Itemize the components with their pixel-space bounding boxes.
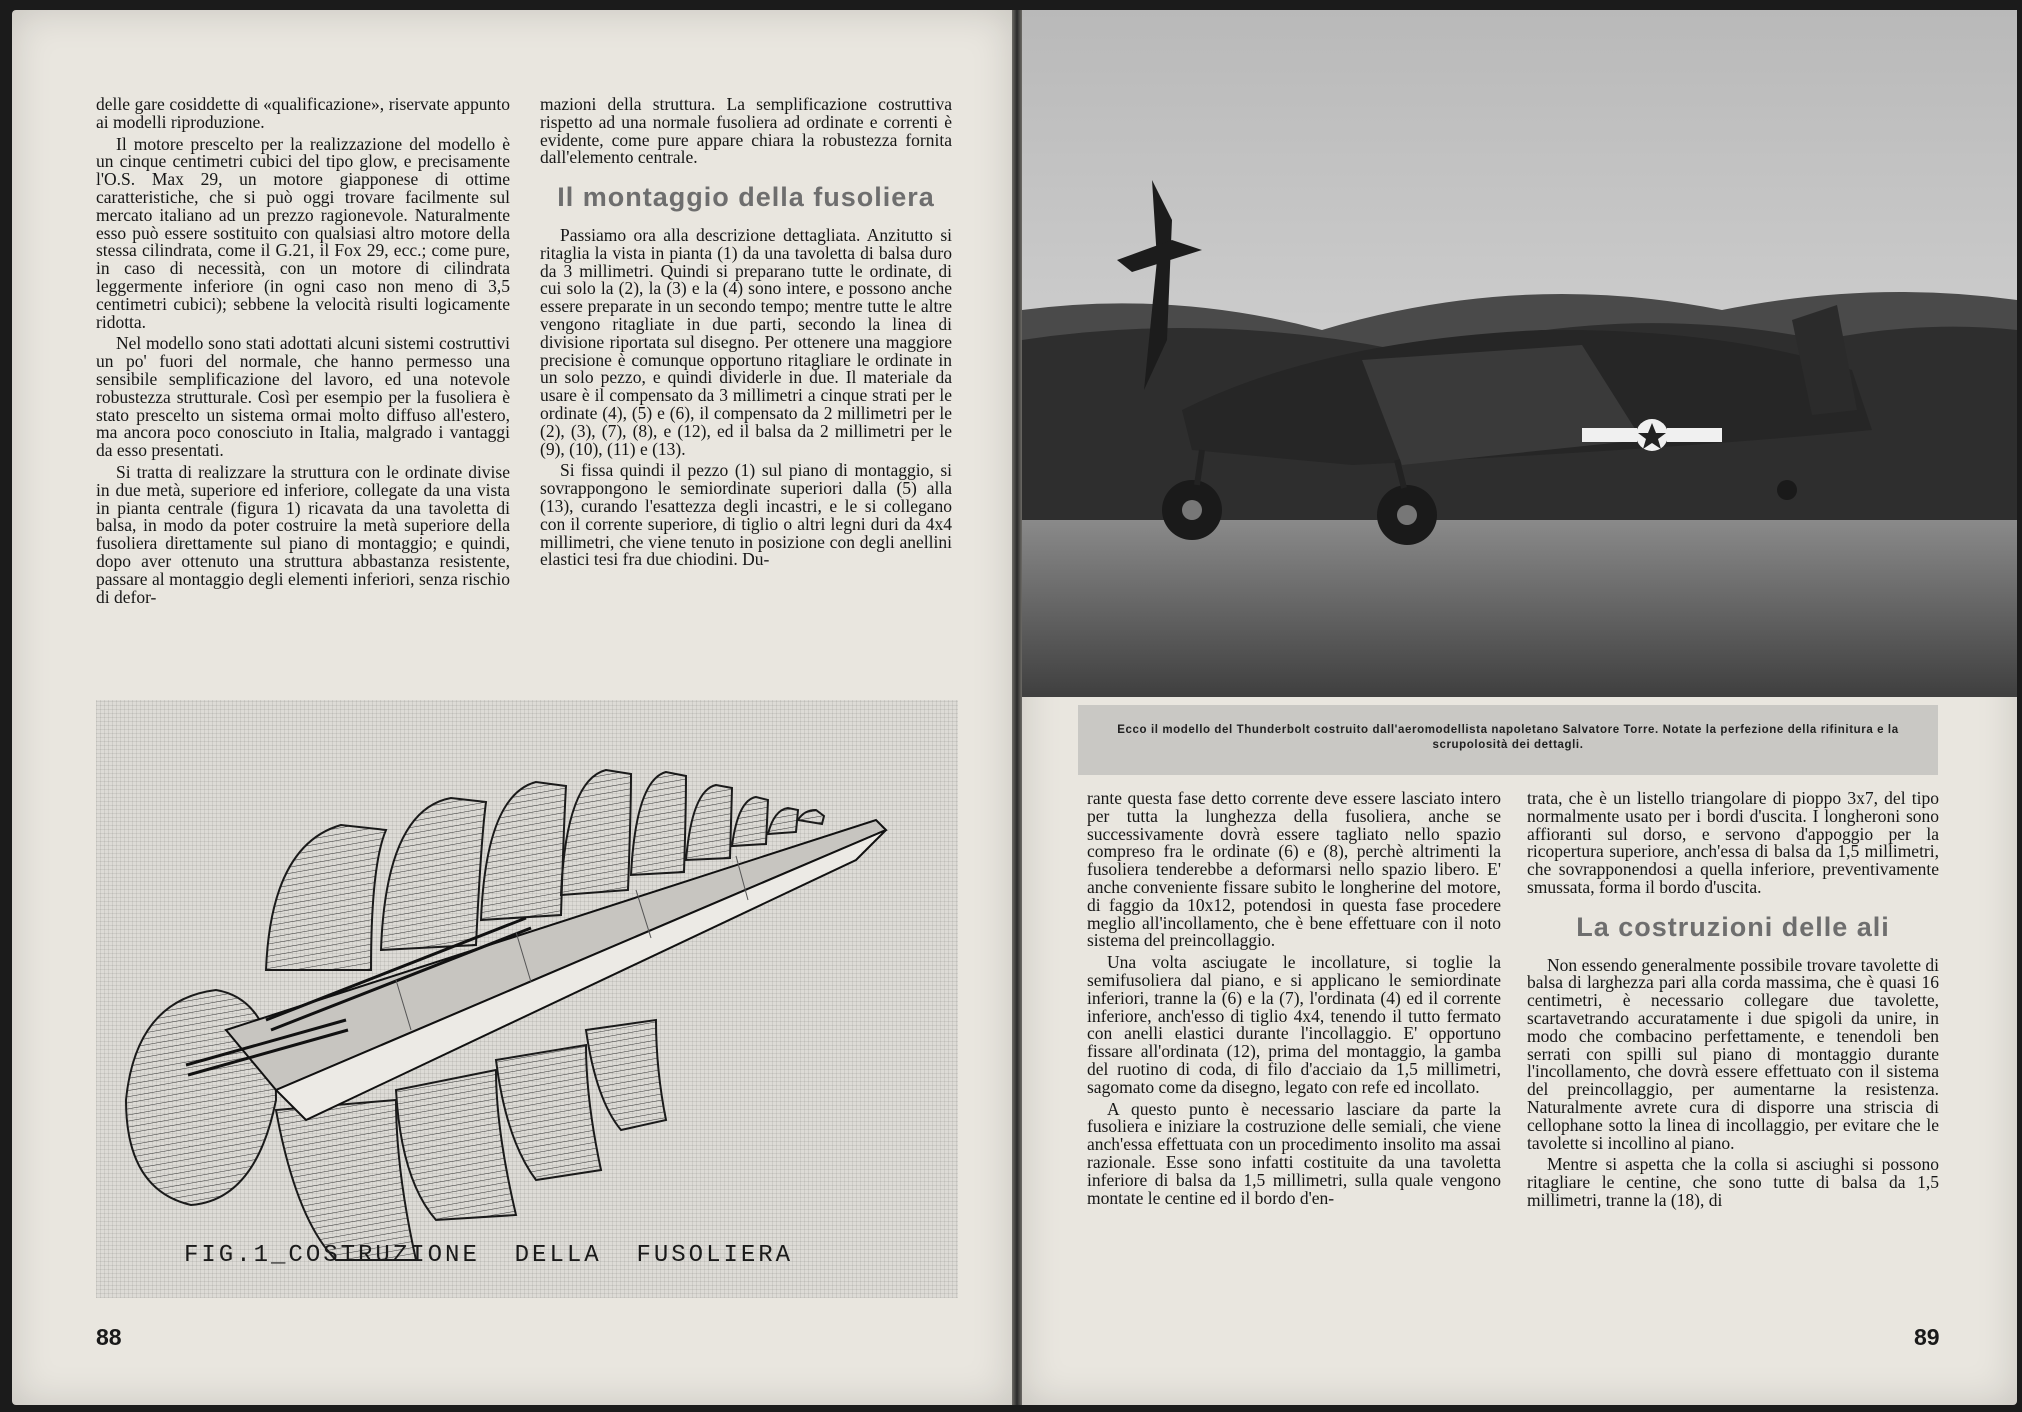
right-col2-intro: trata, che è un listello triangolare di pioppo 3x7, del tipo normalmente usato per i bordi d'uscita. I longheroni sono affioranti sul dorso, e servono d'appoggio per la ricopertura superiore, anch'essa di balsa da 1,5 millimetri, che sovrapponendosi a quella inferiore, preventivamente smussata, forma il bordo d'uscita.: [1527, 788, 1939, 897]
figure-caption: FIG.1_COSTRUZIONE DELLA FUSOLIERA: [184, 1242, 794, 1269]
aircraft-photo-illustration: [1022, 10, 2017, 697]
paragraph: Passiamo ora alla descrizione dettagliata. Anzitutto si ritaglia la vista in pianta (1) da una tavoletta di balsa duro da 3 millimetri. Quindi si preparano tutte le ordinate, di cui solo la (2), la (3) e la (4) sono intere, e possono anche essere preparate in un secondo tempo; mentre tutte le altre vengono ritagliate in due parti, secondo la linea di divisione riportata sul disegno. Per ottenere una maggiore precisione è comunque opportuno ritagliare le ordinate in un solo pezzo, e quindi dividerle in due. Il materiale da usare è il compensato da 3 millimetri a cinque strati per le ordinate (4), (5) e (6), il compensato da 2 millimetri per le (2), (3), (7), (8), e (12), ed il balsa da 2 millimetri per le (9), (10), (11) e (13).: [540, 224, 952, 459]
paragraph: A questo punto è necessario lasciare da parte la fusoliera e iniziare la costruzione delle semiali, che viene anch'essa effettuata con un procedimento insolito ma assai razionale. Esse sono infatti costituite da una tavoletta inferiore di balsa da 1,5 millimetri, sulla quale vengono montate le centine ed il bordo d'en-: [1087, 1098, 1501, 1208]
right-column-2: [1527, 790, 1939, 1214]
paragraph: Il motore prescelto per la realizzazione del modello è un cinque centimetri cubici del tipo glow, e precisamente l'O.S. Max 29, un motore giapponese di ottime caratteristiche, che si può oggi trovare facilmente sul mercato italiano ad un prezzo ragionevole. Naturalmente esso può essere sostituito con qualsiasi altro motore della stessa cilindrata, come il G.21, il Fox 29, ecc.; come pure, in caso di necessità, con un motore di cilindrata leggermente inferiore (in ogni caso non meno di 3,5 centimetri cubici); sebbene la velocità risulti logicamente ridotta.: [96, 133, 510, 332]
paragraph: Mentre si aspetta che la colla si asciughi si possono ritagliare le centine, che sono tutte di balsa da 1,5 millimetri, tranne la (18), di: [1527, 1154, 1939, 1210]
book-spine: [1012, 10, 1022, 1405]
left-column-1: [96, 96, 510, 610]
fuselage-drawing: [96, 700, 958, 1298]
left-column-2: [540, 96, 952, 573]
figure-fuselage-construction: [96, 700, 958, 1298]
thunderbolt-model-photo: [1022, 10, 2017, 697]
left-col2-intro: mazioni della struttura. La semplificazione costruttiva rispetto ad una normale fusoliera ad ordinate e correnti è evidente, come pure appare chiara la robustezza fornita dall'elemento centrale.: [540, 94, 952, 168]
section-heading-ali: La costruzioni delle ali: [1576, 911, 1890, 942]
paragraph: Si tratta di realizzare la struttura con le ordinate divise in due metà, superiore ed inferiore, collegate da una vista in pianta centrale (figura 1) ricavata da una tavoletta di balsa, in modo da poter costruire la metà superiore della fusoliera direttamente sul piano di montaggio; e quindi, dopo aver ottenuto una struttura abbastanza resistente, passare al montaggio degli elementi inferiori, senza rischio di defor-: [96, 461, 510, 607]
paragraph: Non essendo generalmente possibile trovare tavolette di balsa di larghezza pari alla corda massima, che è quasi 16 centimetri, è necessario collegare due tavolette, scartavetrando accuratamente i due spigoli da unire, in modo che combacino perfettamente, e tenendoli ben serrati con spilli sul piano di montaggio durante l'incollamento, che dovrà essere effettuato con il sistema del preincollaggio, per aumentarne la resistenza. Naturalmente avrete cura di disporre una striscia di cellophane sotto la linea di incollaggio, per evitare che le tavolette si incollino al piano.: [1527, 954, 1939, 1153]
page-number-left: 88: [96, 1324, 122, 1350]
paragraph: Nel modello sono stati adottati alcuni sistemi costruttivi un po' fuori del normale, che hanno permesso una sensibile semplificazione del lavoro, ed una notevole robustezza strutturale. Così per esempio per la fusoliera è stato prescelto un sistema ormai molto diffuso all'estero, ma ancora poco conosciuto in Italia, malgrado i vantaggi da esso presentati.: [96, 333, 510, 461]
page-number-right: 89: [1914, 1324, 1940, 1350]
paragraph: Una volta asciugate le incollature, si toglie la semifusoliera dal piano, e si applicano le semiordinate inferiori, tranne la (6) e la (7), l'ordinata (4) ed il corrente inferiore, anch'esso di tiglio 4x4, tenendo il tutto fermato con anelli elastici durante l'incollaggio. E' opportuno fissare all'ordinata (12), prima del montaggio, la gamba del ruotino di coda, di filo d'acciaio da 1,5 millimetri, sagomato come da disegno, legato con refe ed incollato.: [1087, 952, 1501, 1097]
section-heading-fusoliera: Il montaggio della fusoliera: [557, 182, 935, 213]
paragraph: delle gare cosiddette di «qualificazione», riservate appunto ai modelli riproduzione.: [96, 94, 510, 132]
paragraph: rante questa fase detto corrente deve essere lasciato intero per tutta la lunghezza della fusoliera, anche se successivamente dovrà essere tagliato nello spazio compreso fra le ordinate (6) e (8), perchè altrimenti la fusoliera tenderebbe a deformarsi nello spazio libero. E' anche conveniente fissare subito le longherine del motore, di faggio da 10x12, potendosi in questa fase procedere meglio all'incollamento, che è bene effettuare con il noto sistema del preincollaggio.: [1087, 788, 1501, 951]
photo-caption: Ecco il modello del Thunderbolt costruito dall'aeromodellista napoletano Salvatore Torre. Notate la perfezione della rifinitura e la scrupolosità dei dettagli.: [1078, 705, 1938, 775]
paragraph: Si fissa quindi il pezzo (1) sul piano di montaggio, si sovrappongono le semiordinate superiori dalla (5) alla (13), curando l'esattezza degli incastri, e le si collegano con il corrente superiore, di tiglio o altri legni duri da 4x4 millimetri, che viene tenuto in posizione con degli anellini elastici tesi fra due chiodini. Du-: [540, 460, 952, 570]
right-column-1: [1087, 790, 1501, 1211]
